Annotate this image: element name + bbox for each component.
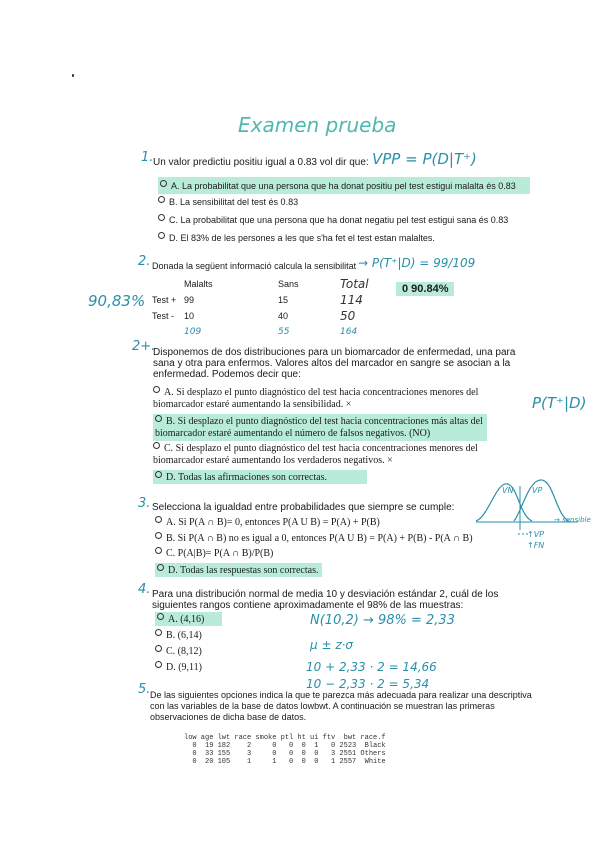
radio-icon [158,214,165,221]
row-label [152,324,184,340]
radio-icon [155,532,162,539]
table-cell: 55 [278,327,290,337]
page-title: Examen prueba [238,113,397,137]
q4-number: 4. [138,582,151,597]
data-preview [184,734,386,766]
q1-note: VPP = P(D|T⁺) [372,150,477,168]
q4-line-2: siguientes rangos contiene aproximadamente el 98% de las muestras: [152,600,464,611]
option-label: B. Si desplazo el punto diagnóstico del test hacia concentraciones más altas del [166,416,483,427]
q3-option-d[interactable] [155,563,322,577]
table-cell: 15 [278,295,289,305]
q4-line-1: Para una distribución normal de media 10 y desviación estándar 2, cuál de los [152,589,499,600]
radio-icon [158,232,165,239]
option-label: A. Si desplazo el punto diagnóstico del test hacia concentraciones menores del [164,387,479,398]
radio-icon [157,613,164,620]
q2b-option-b[interactable] [153,414,487,441]
table-row [152,324,369,340]
q2b-line-2: sana y otra para enfermos. Valores altos del marcador en sangre se asocian a la [153,358,511,369]
table-row [152,308,369,324]
header-cell: Total [340,277,369,291]
q1-option-d[interactable] [158,232,435,243]
header-cell: Sans [278,279,299,289]
data-preview-row: 0 33 155 3 0 0 0 0 3 2551 Others [184,750,386,758]
radio-icon [155,547,162,554]
q4-work-4: 10 − 2,33 · 2 = 5,34 [306,677,430,691]
option-label: A. Si P(A ∩ B)= 0, entonces P(A U B) = P(A) + P(B) [166,517,380,528]
stray-mark [72,74,74,77]
q4-work-1: N(10,2) → 98% = 2,33 [310,613,455,628]
row-label: Test + [152,295,177,305]
table-cell: 109 [184,327,202,337]
sketch-label-up-vp: ↑VP [527,530,544,539]
sketch-label-vn: VN [502,486,514,495]
q3-option-c[interactable] [155,547,273,559]
q4-option-b[interactable] [155,629,202,641]
q4-option-d[interactable] [155,661,202,673]
q2-side-note: 90,83% [88,292,146,310]
data-preview-row: 0 19 182 2 0 0 0 1 0 2523 Black [184,742,386,750]
q5-number: 5. [138,682,151,697]
q3-text: Selecciona la igualdad entre probabilidades que siempre se cumple: [152,502,455,513]
table-cell: 164 [340,327,358,337]
radio-icon [157,564,164,571]
q4-option-a[interactable] [155,612,222,626]
option-label-cont: biomarcador estaré aumentando la sensibilidad. × [153,399,352,410]
table-header-row [152,276,369,292]
radio-icon [155,645,162,652]
q2b-option-d[interactable] [153,470,367,484]
q5-line-1: De las siguientes opciones indica la que te parezca más adecuada para realizar una descriptiva [150,690,532,700]
option-label: C. (8,12) [166,646,202,657]
data-preview-row: 0 20 105 1 1 0 0 0 1 2557 White [184,758,386,766]
table-cell: 50 [340,309,356,323]
table-cell: 10 [184,311,195,321]
q5-line-3: observaciones de dicha base de datos. [150,712,307,722]
q4-work-2: μ ± z·σ [310,638,354,652]
radio-icon [155,661,162,668]
table-cell: 40 [278,311,289,321]
q2-note: → P(T⁺|D) = 99/109 [358,256,476,270]
q3-number: 3. [138,496,151,511]
header-cell: Malalts [184,279,213,289]
q2-text: Donada la següent informació calcula la sensibilitat [152,261,357,271]
option-label: B. La sensibilitat del test és 0.83 [169,197,299,207]
option-label: D. El 83% de les persones a les que s'ha fet el test estan malaltes. [169,233,435,243]
q3-option-a[interactable] [155,516,380,528]
option-label: A. (4,16) [168,614,205,625]
sketch-label-up-fn: ↑FN [527,541,545,550]
option-label: D. Todas las afirmaciones son correctas. [166,472,328,483]
radio-icon [155,516,162,523]
q2b-option-a[interactable] [153,386,478,411]
option-label: D. (9,11) [166,662,203,673]
table-row [152,292,369,308]
q1-text: Un valor predictiu positiu igual a 0.83 vol dir que: [153,157,369,168]
option-label: D. Todas las respuestas son correctas. [168,565,319,576]
table-cell: 99 [184,295,195,305]
q4-option-c[interactable] [155,645,202,657]
row-label: Test - [152,311,175,321]
q3-option-b[interactable] [155,532,473,544]
option-label: C. La probabilitat que una persona que ha donat negatiu pel test estigui sana és 0.83 [169,215,509,225]
option-label: B. (6,14) [166,630,202,641]
q2b-line-3: enfermedad. Podemos decir que: [153,369,301,380]
option-label: C. P(A|B)= P(A ∩ B)/P(B) [166,548,274,559]
radio-icon [153,386,160,393]
radio-icon [153,442,160,449]
q2-contingency-table [152,276,369,340]
option-label: C. Si desplazo el punto diagnóstico del test hacia concentraciones menores del [164,443,478,454]
q1-option-a[interactable] [158,177,530,194]
q2b-line-1: Disponemos de dos distribuciones para un biomarcador de enfermedad, una para [153,347,516,358]
data-preview-header: low age lwt race smoke ptl ht ui ftv bwt race.f [184,734,386,742]
option-label-cont: biomarcador estaré aumentando el número de falsos negativos. (NO) [155,428,431,439]
radio-icon [160,180,167,187]
q2-answer: 0 90.84% [396,282,454,296]
radio-icon [155,415,162,422]
q2b-option-c[interactable] [153,442,478,467]
q4-work-3: 10 + 2,33 · 2 = 14,66 [306,660,437,674]
sketch-label-vp: VP [532,486,543,495]
q1-option-c[interactable] [158,214,508,225]
table-cell: 114 [340,293,363,307]
radio-icon [155,471,162,478]
q2-number: 2. [138,254,151,269]
q1-option-b[interactable] [158,196,298,207]
option-label-cont: biomarcador estaré aumentando los verdaderos negativos. × [153,455,393,466]
q2b-number: 2+. [132,339,156,354]
sketch-label-sensible: → sensible [554,516,591,524]
option-label: A. La probabilitat que una persona que ha donat positiu pel test estigui malalta és 0.83 [171,181,516,191]
q5-line-2: con las variables de la base de datos lowbwt. A continuación se muestran las primeras [150,701,495,711]
q1-number: 1. [141,150,154,165]
radio-icon [158,196,165,203]
q2b-note: P(T⁺|D) [532,394,587,412]
option-label: B. Si P(A ∩ B) no es igual a 0, entonces P(A U B) = P(A) + P(B) - P(A ∩ B) [166,533,473,544]
radio-icon [155,629,162,636]
